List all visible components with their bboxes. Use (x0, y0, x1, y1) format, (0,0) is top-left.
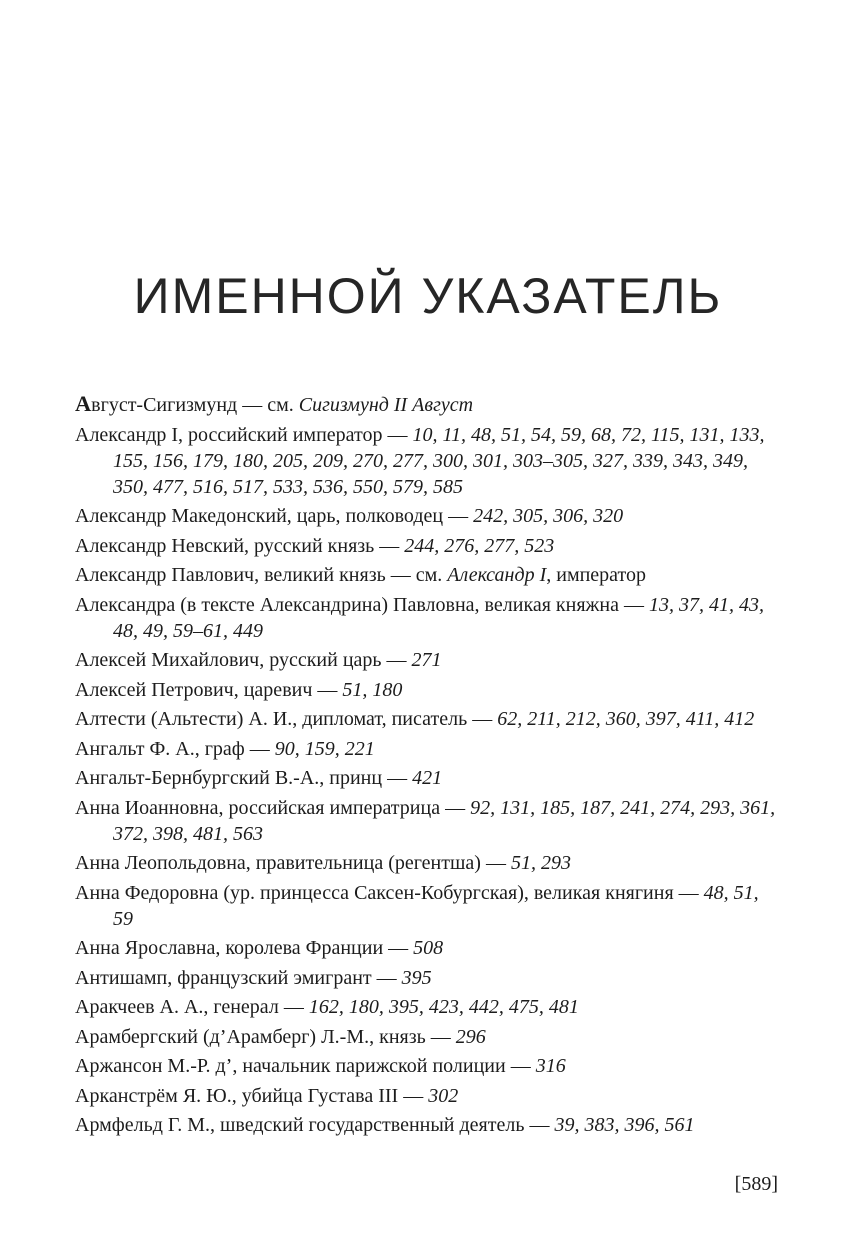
entry-reference-text: 302 (428, 1084, 459, 1107)
index-entry (75, 765, 778, 791)
index-entry (75, 422, 778, 500)
index-entry (75, 706, 778, 732)
entry-name-text: Аржансон М.-Р. д’, начальник парижской полиции — (75, 1055, 536, 1077)
entry-name-text: Ангальт-Бернбургский В.-А., принц — (75, 767, 413, 789)
index-entry (75, 935, 778, 961)
page-title: ИМЕННОЙ УКАЗАТЕЛЬ (133, 268, 723, 324)
entry-name-text: Александра (в тексте Александрина) Павловна, великая княжна — (75, 593, 649, 616)
entry-reference-text: 51, 293 (510, 852, 571, 874)
entry-reference-text: 421 (412, 767, 443, 789)
entry-name-text: Ангальт Ф. А., граф — (75, 737, 275, 760)
entry-name-text: Аракчеев А. А., генерал — (75, 996, 309, 1018)
index-entries (75, 391, 778, 1138)
index-entry (75, 1053, 778, 1079)
entry-reference-text: 13, 37, 41, 43, 48, 49, 59–61, 449 (113, 593, 764, 642)
entry-reference-text: 395 (401, 966, 432, 989)
entry-name-text: Александр I, российский император — (75, 423, 413, 446)
index-entry (75, 562, 778, 588)
index-entry (75, 647, 778, 673)
index-entry (75, 965, 778, 991)
entry-reference-text: 296 (455, 1025, 486, 1048)
entry-name-text: Анна Иоанновна, российская императрица — (75, 796, 471, 819)
index-entry (75, 677, 778, 703)
index-entry (75, 503, 778, 529)
entry-reference-text: 48, 51, 59 (113, 881, 759, 930)
index-entry (75, 533, 778, 559)
section-lead-capital: А (75, 391, 92, 416)
entry-reference-text: 51, 180 (342, 678, 403, 701)
entry-name-text: Алексей Михайлович, русский царь — (75, 649, 412, 671)
entry-name-text: , император (546, 564, 647, 586)
entry-reference-text: Сигизмунд II Август (298, 394, 474, 416)
entry-name-text: Александр Македонский, царь, полководец — (75, 505, 474, 527)
index-entry (75, 1112, 778, 1138)
index-entry (75, 391, 778, 418)
entry-reference-text: Александр I (447, 564, 547, 586)
entry-reference-text: 90, 159, 221 (274, 737, 375, 760)
index-entry (75, 1024, 778, 1050)
entry-reference-text: 162, 180, 395, 423, 442, 475, 481 (308, 996, 579, 1018)
entry-reference-text: 508 (413, 937, 444, 959)
entry-name-text: вгуст-Сигизмунд — см. (91, 394, 299, 416)
page-number: [589] (734, 1173, 778, 1195)
index-entry (75, 736, 778, 762)
entry-name-text: Алтести (Альтести) А. И., дипломат, писатель — (75, 708, 498, 730)
entry-reference-text: 62, 211, 212, 360, 397, 411, 412 (497, 708, 755, 730)
index-entry (75, 1083, 778, 1109)
entry-name-text: Анна Леопольдовна, правительница (регентша) — (75, 852, 511, 874)
entry-reference-text: 92, 131, 185, 187, 241, 274, 293, 361, 372, 398, 481, 563 (113, 796, 776, 845)
index-entry (75, 880, 778, 932)
entry-name-text: Армфельд Г. М., шведский государственный деятель — (75, 1114, 555, 1136)
entry-reference-text: 316 (535, 1055, 566, 1077)
entry-reference-text: 244, 276, 277, 523 (404, 534, 555, 557)
index-entry (75, 994, 778, 1020)
index-entry (75, 795, 778, 847)
entry-reference-text: 271 (411, 649, 442, 671)
entry-name-text: Антишамп, французский эмигрант — (75, 966, 402, 989)
entry-name-text: Александр Павлович, великий князь — см. (75, 564, 448, 586)
entry-name-text: Арамбергский (д’Арамберг) Л.-М., князь — (75, 1025, 456, 1048)
entry-reference-text: 242, 305, 306, 320 (473, 505, 624, 527)
index-entry (75, 592, 778, 644)
index-entry (75, 850, 778, 876)
entry-reference-text: 39, 383, 396, 561 (554, 1114, 695, 1136)
entry-reference-text: 10, 11, 48, 51, 54, 59, 68, 72, 115, 131, 133, 155, 156, 179, 180, 205, 209, 270, 277, 300, 301, 303–305, 327, 339, 343, 349, 350, 477, 516, 517, 533, 536, 550, 579, 585 (113, 423, 765, 498)
entry-name-text: Анна Ярославна, королева Франции — (75, 937, 414, 959)
entry-name-text: Анна Федоровна (ур. принцесса Саксен-Кобургская), великая княгиня — (75, 881, 704, 904)
entry-name-text: Арканстрём Я. Ю., убийца Густава III — (75, 1084, 429, 1107)
entry-name-text: Алексей Петрович, царевич — (75, 678, 343, 701)
entry-name-text: Александр Невский, русский князь — (75, 534, 405, 557)
